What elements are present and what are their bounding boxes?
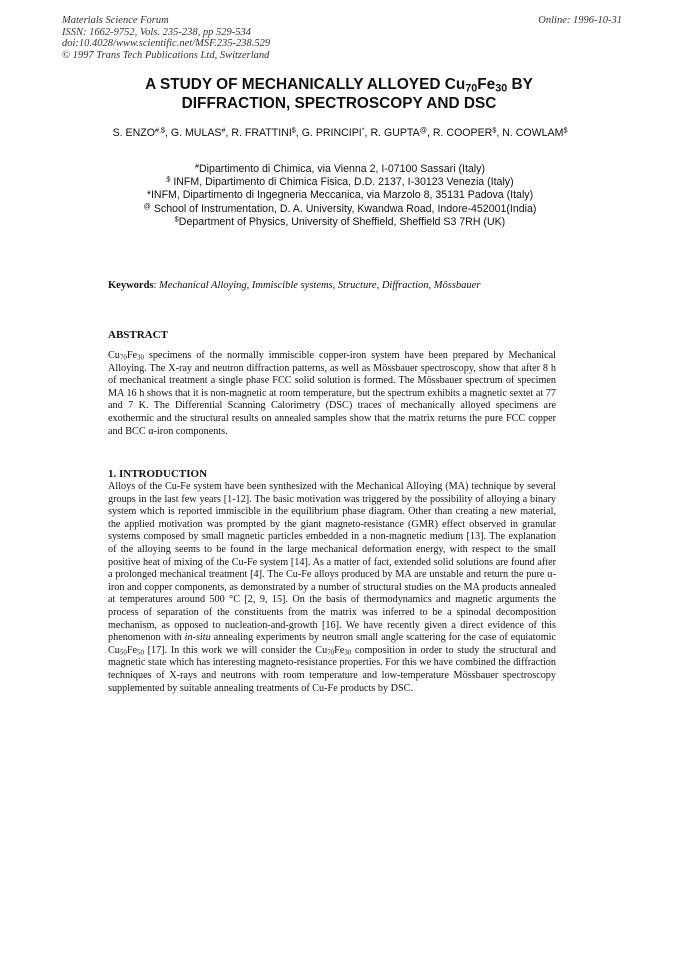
affiliation: $Department of Physics, University of Sheffield, Sheffield S3 7RH (UK) xyxy=(174,214,506,228)
journal-name: Materials Science Forum xyxy=(62,15,169,26)
keywords-line xyxy=(108,280,568,291)
paper-title xyxy=(90,75,588,113)
author: G. MULAS#, xyxy=(170,125,232,139)
abstract-heading: ABSTRACT xyxy=(108,329,168,341)
author: G. PRINCIPI*, xyxy=(301,125,371,139)
affiliation: #Dipartimento di Chimica, via Vienna 2, I-07100 Sassari (Italy) xyxy=(195,161,485,175)
keywords-separator: : xyxy=(153,280,160,291)
affiliation: *INFM, Dipartimento di Ingegneria Meccanica, via Marzolo 8, 35131 Padova (Italy) xyxy=(146,189,534,202)
author: R. COOPER$, xyxy=(432,125,503,139)
doi-line[interactable]: doi:10.4028/www.scientific.net/MSF.235-238.529 xyxy=(62,38,271,50)
author: N. COWLAM$ xyxy=(502,125,568,139)
author: R. GUPTA@, xyxy=(370,125,433,139)
keywords-value: Mechanical Alloying, Immiscible systems, Structure, Diffraction, Mössbauer xyxy=(159,280,481,291)
affiliation-list xyxy=(100,163,580,229)
title-text: BY DIFFRACTION, SPECTROSCOPY AND DSC xyxy=(181,76,533,112)
introduction-paragraph: Alloys of the Cu-Fe system have been synthesized with the Mechanical Alloying (MA) technique by several groups in the last few years [1-12]. The basic motivation was triggered by the possibility of alloying a binary system which is reported immiscible in the equilibrium phase diagram. Other than creating a new material, the applied motivation was prompted by the giant magneto-resistance (GMR) effect observed in granular systems composed by small magnetic particles embedded in a non-magnetic medium [13]. The explanation of the alloying seems to be found in the large mechanical deformation energy, with respect to the small positive heat of mixing of the Cu-Fe system [14]. As a matter of fact, extended solid solutions are found after a prolonged mechanical treatment [4]. The Cu-Fe alloys produced by MA are unstable and return the pure α-iron and copper components, as demonstrated by a number of structural studies on the MA products annealed at temperatures around 500 °C [2, 9, 15]. On the basis of thermodynamics and magnetic arguments the process of separation of the constituents from the matrix was inferred to be a spinodal decomposition mechanism, as opposed to nucleation-and-growth [16]. We have recently given a direct evidence of this phenomenon with in-situ annealing experiments by neutron small angle scattering for the case of equiatomic $Cu_{50}Fe_{50}$ [17]. In this work we will consider the $Cu_{70}Fe_{30}$ composition in order to study the structural and magnetic state which has interesting magneto-resistance properties. For this we have combined the diffraction techniques of X-rays and neutrons with room temperature and low-temperature Mössbauer spectroscopy supplemented by suitable annealing treatments of Cu-Fe products by DSC. xyxy=(108,481,556,694)
affiliation: @ School of Instrumentation, D. A. University, Kwandwa Road, Indore-452001(India) xyxy=(143,201,537,215)
running-header xyxy=(62,15,622,61)
title-subscript: 30 xyxy=(495,82,508,95)
author: S. ENZO#,$, xyxy=(112,125,171,139)
title-subscript: 70 xyxy=(465,82,478,95)
affiliation: $ INFM, Dipartimento di Chimica Fisica, D.D. 2137, I-30123 Venezia (Italy) xyxy=(166,174,514,189)
introduction-heading: 1. INTRODUCTION xyxy=(108,468,208,480)
issn-line: ISSN: 1662-9752, Vols. 235-238, pp 529-534 xyxy=(62,26,251,38)
title-text: Fe xyxy=(477,76,496,93)
author-list xyxy=(100,127,580,140)
copyright-line: © 1997 Trans Tech Publications Ltd, Switzerland xyxy=(62,49,270,61)
title-text: A STUDY OF MECHANICALLY ALLOYED Cu xyxy=(145,76,466,93)
author: R. FRATTINI$, xyxy=(231,125,302,139)
online-date: Online: 1996-10-31 xyxy=(538,15,622,26)
abstract-paragraph: $Cu_{70}Fe_{30}$ specimens of the normally immiscible copper-iron system have been prepared by Mechanical Alloying. The X-ray and neutron diffraction patterns, as well as Mössbauer spectroscopy, show that after 8 h of mechanical treatment a single phase FCC solid solution is formed. The Mössbauer spectrum of specimen MA 16 h shows that it is non-magnetic at room temperature, but the spectrum exhibits a magnetic sextet at 77 and 7 K. The Differential Scanning Calorimetry (DSC) traces of mechanically alloyed specimens are exothermic and the structural results on annealed samples show that the matrix returns the pure FCC copper and BCC α-iron components. xyxy=(108,350,556,437)
keywords-label: Keywords xyxy=(108,280,154,291)
